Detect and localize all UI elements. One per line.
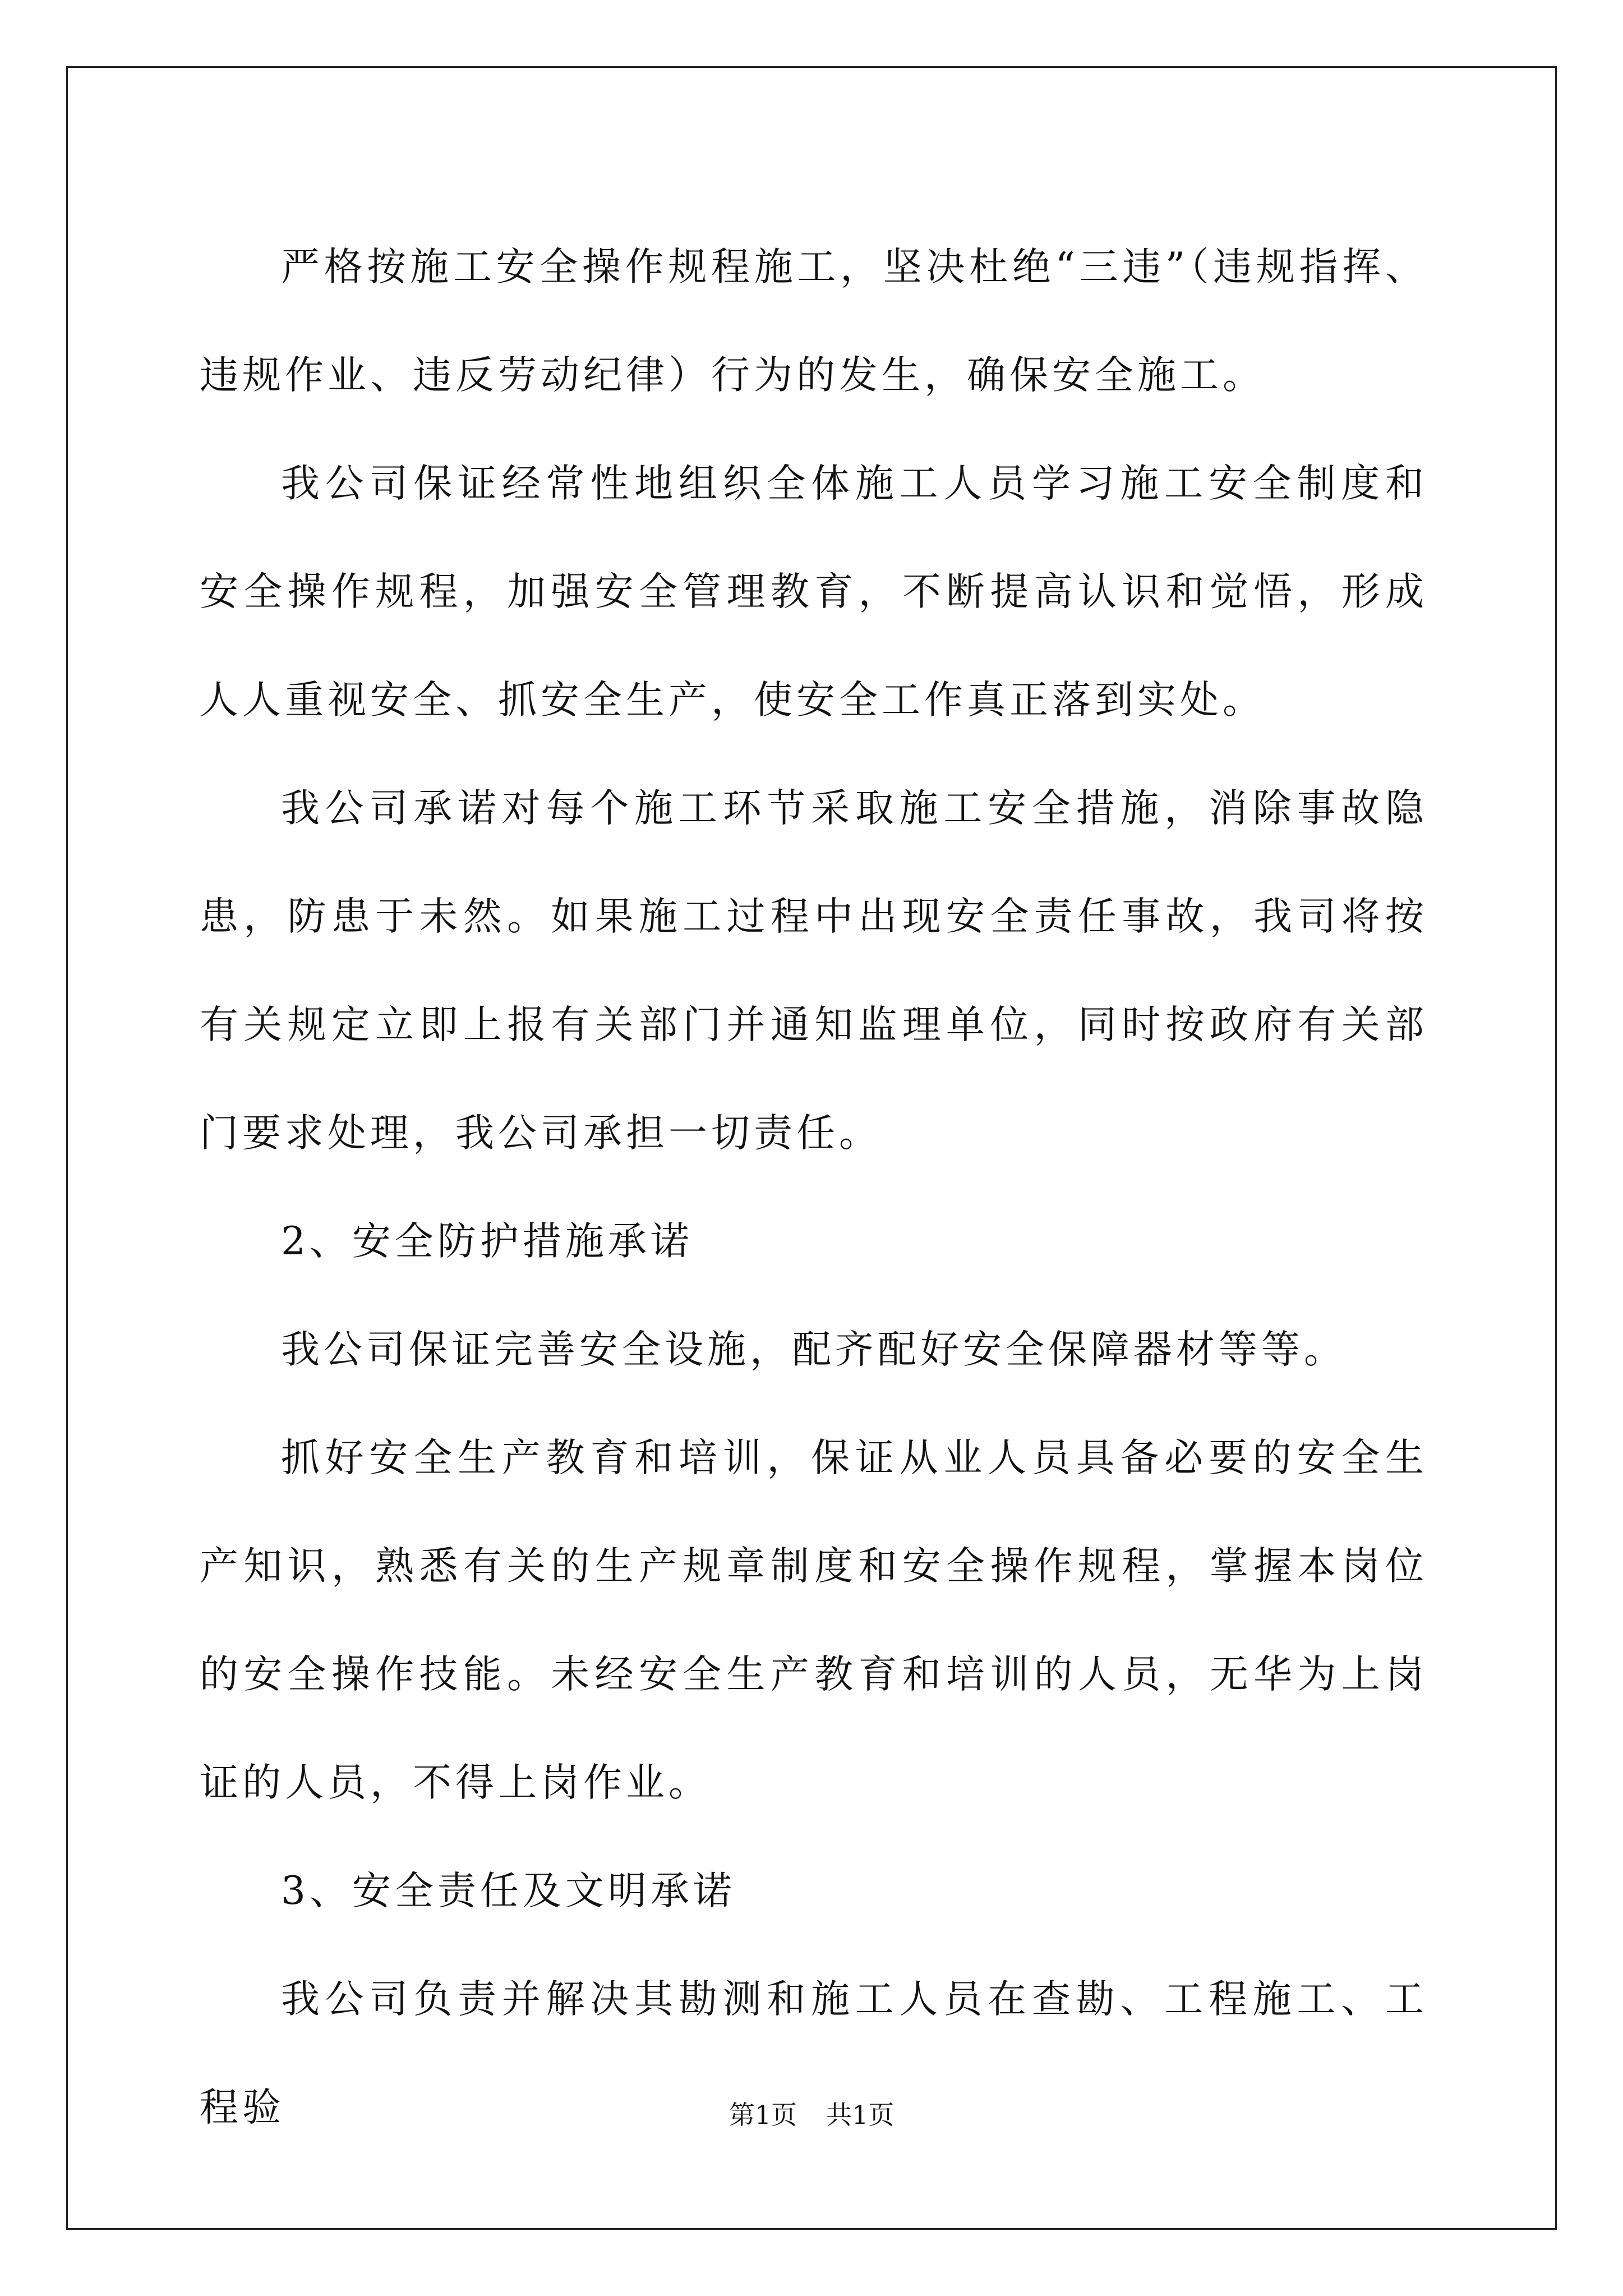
paragraph-three-violations: 严格按施工安全操作规程施工，坚决杜绝“三违”（违规指挥、违规作业、违反劳动纪律）行为的发生，确保安全施工。 xyxy=(200,245,1428,398)
section-heading-responsibility: 3、安全责任及文明承诺 xyxy=(281,1869,736,1913)
page-footer xyxy=(0,2098,1623,2132)
paragraph-safety-facilities: 我公司保证完善安全设施，配齐配好安全保障器材等等。 xyxy=(281,1327,1347,1372)
paragraph-safety-training: 我公司保证经常性地组织全体施工人员学习施工安全制度和安全操作规程，加强安全管理教育，不断提高认识和觉悟，形成人人重视安全、抓安全生产，使安全工作真正落到实处。 xyxy=(200,461,1428,723)
section-heading-protection: 2、安全防护措施承诺 xyxy=(281,1219,693,1264)
page-number-current: 第1页 xyxy=(728,2100,797,2130)
paragraph-education-training: 抓好安全生产教育和培训，保证从业人员具备必要的安全生产知识，熟悉有关的生产规章制度和安全操作规程，掌握本岗位的安全操作技能。未经安全生产教育和培训的人员，无华为上岗证的人员，不得上岗作业。 xyxy=(200,1435,1428,1805)
page-number-total: 共1页 xyxy=(826,2100,895,2130)
document-body xyxy=(200,213,1428,2162)
paragraph-accident-commitment: 我公司承诺对每个施工环节采取施工安全措施，消除事故隐患，防患于未然。如果施工过程中出现安全责任事故，我司将按有关规定立即上报有关部门并通知监理单位，同时按政府有关部门要求处理，我公司承担一切责任。 xyxy=(200,786,1428,1156)
paragraph-survey-responsibility: 我公司负责并解决其勘测和施工人员在查勘、工程施工、工程验 xyxy=(200,1977,1428,2130)
